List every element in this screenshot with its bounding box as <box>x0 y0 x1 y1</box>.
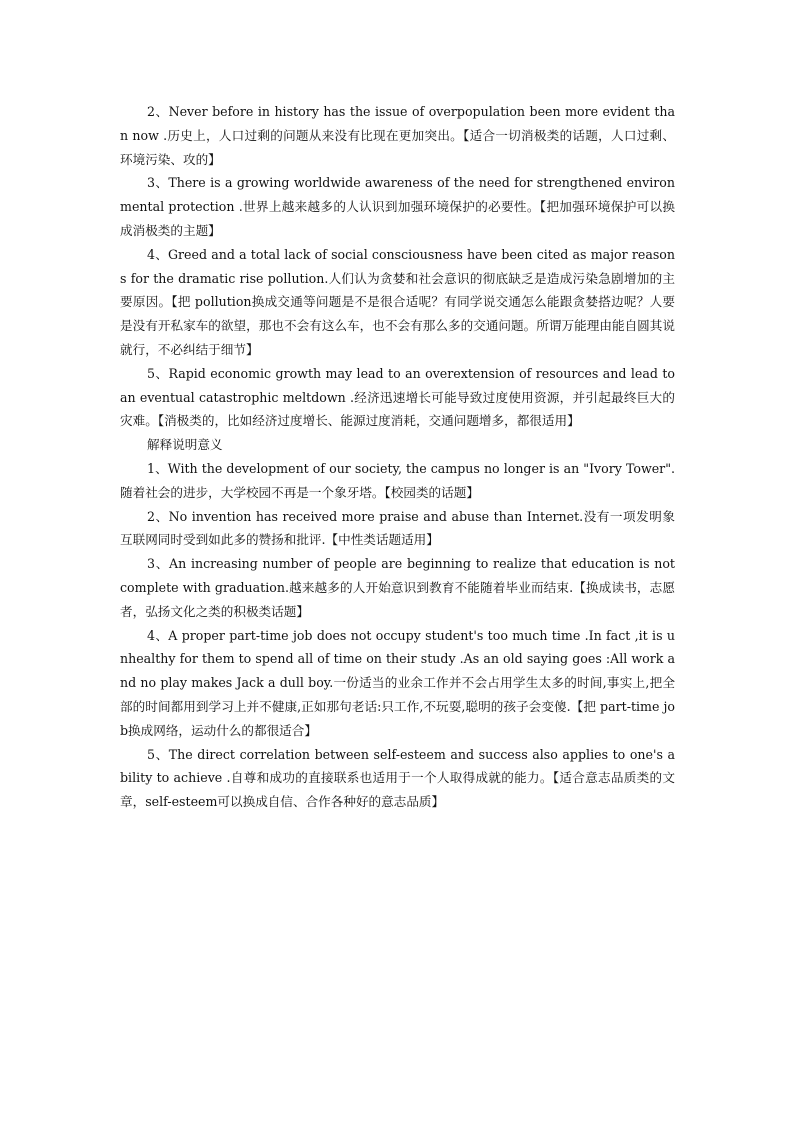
paragraph-self-esteem: 5、The direct correlation between self-esteem and success also applies to one's ability to achieve .自尊和成功的直接联系也适用于一个人取得成就的能力。【适合意志品质类的文章，self-esteem可以换成自信、合作各种好的意志品质】 <box>120 746 675 810</box>
paragraph-economic-growth: 5、Rapid economic growth may lead to an overextension of resources and lead to an eventual catastrophic meltdown .经济迅速增长可能导致过度使用资源，并引起最终巨大的灾难。【消极类的，比如经济过度增长、能源过度消耗，交通问题增多，都很适用】 <box>120 365 675 429</box>
paragraph-part-time-job: 4、A proper part-time job does not occupy student's too much time .In fact ,it is unhealthy for them to spend all of time on their study .As an old saying goes :All work and no play makes Jack a dull boy.一份适当的业余工作并不会占用学生太多的时间,事实上,把全部的时间都用到学习上并不健康,正如那句老话:只工作,不玩耍,聪明的孩子会变傻.【把 part-time job换成网络，运动什么的都很适合】 <box>120 627 675 738</box>
document-page <box>120 100 675 814</box>
paragraph-overpopulation: 2、Never before in history has the issue of overpopulation been more evident than now .历史上，人口过剩的问题从来没有比现在更加突出。【适合一切消极类的话题，人口过剩、环境污染、攻的】 <box>120 104 675 167</box>
section-heading-explanation: 解释说明意义 <box>147 437 223 453</box>
paragraph-ivory-tower: 1、With the development of our society, the campus no longer is an "Ivory Tower".随着社会的进步，大学校园不再是一个象牙塔。【校园类的话题】 <box>120 460 675 500</box>
paragraph-internet: 2、No invention has received more praise and abuse than Internet.没有一项发明象互联网同时受到如此多的赞扬和批评.【中性类话题适用】 <box>120 508 675 548</box>
paragraph-environmental-protection: 3、There is a growing worldwide awareness of the need for strengthened environmental protection .世界上越来越多的人认识到加强环境保护的必要性。【把加强环境保护可以换成消极类的主题】 <box>120 175 675 238</box>
paragraph-greed-pollution: 4、Greed and a total lack of social consciousness have been cited as major reasons for the dramatic rise pollution.人们认为贪婪和社会意识的彻底缺乏是造成污染急剧增加的主要原因。【把 pollution换成交通等问题是不是很合适呢？有同学说交通怎么能跟贪婪搭边呢？人要是没有开私家车的欲望，那也不会有这么车，也不会有那么多的交通问题。所谓万能理由能自圆其说就行，不必纠结于细节】 <box>120 246 675 357</box>
paragraph-education: 3、An increasing number of people are beginning to realize that education is not complete with graduation.越来越多的人开始意识到教育不能随着毕业而结束.【换成读书，志愿者，弘扬文化之类的积极类话题】 <box>120 556 675 619</box>
